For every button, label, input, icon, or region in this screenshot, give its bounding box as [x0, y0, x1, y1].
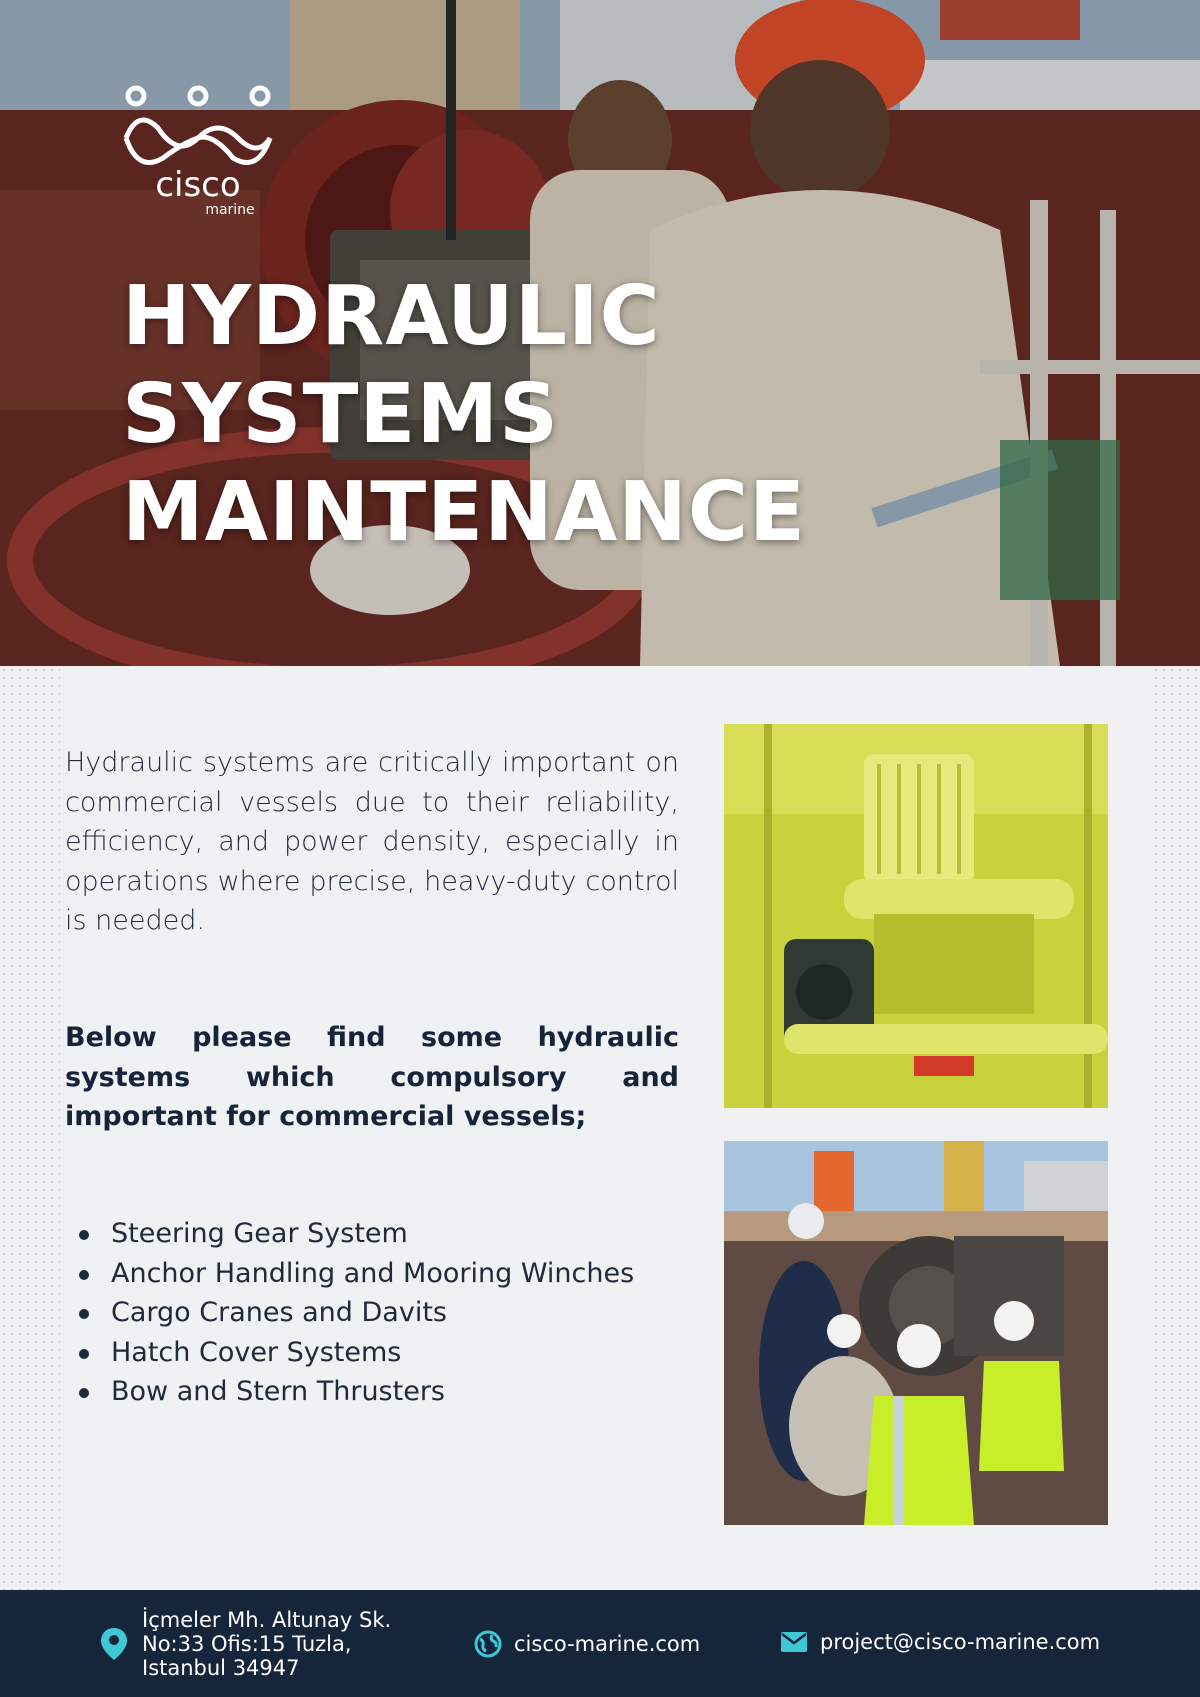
- logo-mark-icon: [118, 78, 278, 218]
- hydraulic-unit-image: [724, 724, 1108, 1108]
- photo-crew-at-winch: [724, 1141, 1108, 1525]
- list-item: Bow and Stern Thrusters: [65, 1372, 685, 1412]
- footer-address: [100, 1608, 391, 1680]
- website-link[interactable]: cisco-marine.com: [514, 1632, 701, 1656]
- lead-paragraph: Below please find some hydraulic systems which compulsory and important for commercial vessels;: [65, 1022, 679, 1132]
- footer-email[interactable]: [780, 1630, 1100, 1654]
- cisco-marine-logo: [118, 78, 278, 218]
- hydraulic-systems-list: [65, 1214, 685, 1412]
- title-line-1: HYDRAULIC: [122, 269, 661, 364]
- dot-pattern-left: [0, 666, 60, 1590]
- crew-at-winch-image: [724, 1141, 1108, 1525]
- page-title: [122, 268, 806, 562]
- address-line-2: No:33 Ofis:15 Tuzla,: [142, 1632, 352, 1656]
- email-link[interactable]: project@cisco-marine.com: [820, 1630, 1101, 1654]
- title-line-3: MAINTENANCE: [122, 465, 807, 560]
- address-line-3: Istanbul 34947: [142, 1656, 300, 1680]
- footer-contact-bar: [0, 1590, 1200, 1697]
- list-item: Hatch Cover Systems: [65, 1333, 685, 1373]
- address-line-1: İçmeler Mh. Altunay Sk.: [142, 1608, 392, 1632]
- list-item: Cargo Cranes and Davits: [65, 1293, 685, 1333]
- logo-subtext: marine: [205, 202, 255, 218]
- title-line-2: SYSTEMS: [122, 367, 560, 462]
- globe-icon: [474, 1630, 502, 1658]
- list-item: Steering Gear System: [65, 1214, 685, 1254]
- dot-pattern-right: [1152, 666, 1200, 1590]
- map-pin-icon: [100, 1627, 128, 1661]
- photo-hydraulic-unit: [724, 724, 1108, 1108]
- footer-website[interactable]: [474, 1630, 700, 1658]
- intro-paragraph: Hydraulic systems are critically important on commercial vessels due to their reliability, efficiency, and power density, especially in operations where precise, heavy-duty control is needed.: [65, 747, 679, 936]
- envelope-icon: [780, 1631, 808, 1653]
- list-item: Anchor Handling and Mooring Winches: [65, 1254, 685, 1294]
- logo-text: cisco: [155, 165, 241, 205]
- hero-banner: [0, 0, 1200, 666]
